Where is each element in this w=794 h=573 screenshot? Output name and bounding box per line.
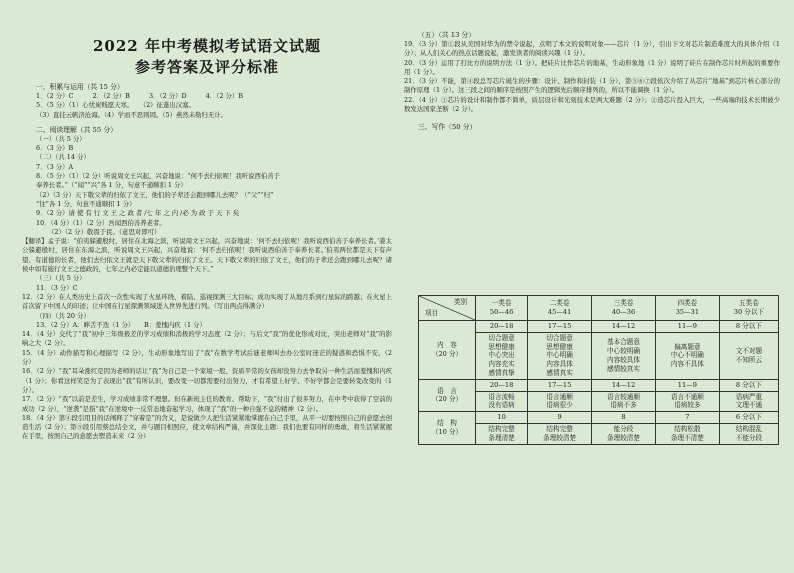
answer-line: （四）（共 20 分） (36, 311, 90, 320)
answer-line: 13．（2 分）A：畔舌不迭（1 分） B：羞愧内疚（1 分） (36, 320, 206, 329)
answers-part3 (22, 312, 392, 331)
left-column (22, 0, 392, 442)
answers-part1 (22, 82, 392, 237)
language-desc-row: 语言流畅 没有语病 语言通顺 语病很少 语言较通顺 语病不多 语言不通顺 语病较多 语病严重 文理不通 (419, 391, 779, 412)
content-label: 内 容 （20 分） (419, 321, 476, 380)
header-category: 类别 (453, 298, 467, 306)
answer-line: （三）（共 5 分） (36, 274, 86, 283)
language-label: 语 言 （20 分） (419, 379, 476, 411)
table-corner-cell (419, 296, 476, 321)
answer-line: 1．（2 分）C 2．（2 分）B 3．（2 分）D 4．（2 分）B (36, 92, 244, 100)
writing-score-table (418, 295, 779, 445)
answer-line: “往”各 1 分，句意不通顺扣 1 分） (36, 199, 136, 208)
section-five-heading: （五）（共 13 分） (418, 31, 476, 39)
writing-heading: 三、写作（50 分） (418, 123, 477, 132)
right-column (404, 0, 780, 442)
answer-19: 19．（3 分）第①段从美国对华为的禁令说起，点明了本文的说明对象——芯片（1 分），引出下文对芯片制造难度大的具体介绍（1 分）；从人们关心的热点话题说起，激发读者的阅读兴趣（1 分）。 (404, 40, 780, 58)
answer-12: 12．（2 分）在人类历史上首次一次性实现了火星环绕、着陆、巡视探测三大目标；成功实现了从地月系到行星际的跨越；在火星上首次留下中国人的印迹；让中国在行星探测领域进入世界先进行列。（写出两点得满分） (22, 292, 392, 311)
header-item: 项目 (425, 309, 439, 318)
answer-line: 7．（3 分）A (36, 162, 74, 171)
answer-15: 15．（4 分）动作描写和心理描写（2 分），生动形象地写出了“我”在数学考试后谜老师叫去办公室时迷茫的疑惑和恐惧不安。（2 分） (22, 348, 392, 367)
class-header: 二类卷 45—41 (528, 296, 592, 321)
class-header: 一类卷 50—46 (476, 296, 528, 321)
answer-line: 11．（3 分）C (36, 283, 78, 292)
answer-16: 16．（2 分）“我”耳朵涨红是因为老师的话让“我”为自己是一个家境一般、资质平常的女孩却没努力去争取另一种生活而羞愧和内疚（1 分）；你看这样笑是为了表现出“我”有所认识，要改变一切都需要付出努力，才有希望上好学、不好学都会是要转变改变的（1 分）。 (22, 367, 392, 394)
answer-22: 22．（4 分）①芯片的设计和制作都不简单，质层设计和光刻技术是两大难题（2 分）；②造芯片投入巨大，一些高端的技术长期被少数发达国家垄断（2 分）。 (404, 95, 780, 114)
section-heading: 一、积累与运用（共 15 分） (36, 83, 124, 91)
language-score-row: 语 言 （20 分） 20—18 17—15 14—12 11—9 8 分以下 (419, 379, 779, 391)
class-header: 五类卷 30 分以下 (719, 296, 778, 321)
class-header: 四类卷 35—31 (655, 296, 719, 321)
doc-subtitle: 参考答案及评分标准 (134, 58, 279, 76)
answer-line: 8．（5 分）（1）（2 分）听说周文王兴起，兴奋地说：“何不去归依呢！我听说西伯善于 (36, 172, 281, 181)
answer-21: 21．（3 分）不能，第④段总写芯片诞生的步骤：设计、制作和封装（1 分），第⑤⑥⑦段依次介绍了从芯片“地基”到芯片核心部分的制作原理（1 分）。这三段之间的顺序是按照产生的逻辑先后顺序排列的，所以不能调换（1 分）。 (404, 77, 780, 95)
structure-label: 结 构 （10 分） (419, 412, 476, 444)
translation-paragraph: 【翻译】孟子说：“伯夷躲避殷纣，居住在北海之滨，听说周文王兴起，兴奋地说：‘何不去归依呢！我听说西伯善于奉养长者。’姜太公躲避殷纣，居住在东海之滨，听说周文王兴起，兴奋地说：‘何不去归依呢！我听说西伯善于奉养长者。’伯夷两位都是天下有声望、有道德的长者，他们去归依文王就是天下敬父辈的归依了文王。天下敬父辈的归依了文王，他们的子辈还会跑到哪儿去呢？诸侯中如有施行文王之德政的，七年之内必定能以道德治理整个天下。” (22, 237, 392, 274)
answer-line: （2）（2 分）敬畏于民。（意思对即可） (48, 227, 161, 236)
doc-title: 2022 年中考模拟考试语文试题 (93, 37, 321, 55)
answer-20: 20．（3 分）运用了打比方的说明方法（1 分）。把硅片比作芯片的地基，生动形象地（1 分）说明了硅片在制作芯片时所起的重要作用（1 分）。 (404, 58, 780, 76)
answer-line: （2）（3 分）天下敬父辈的归依了文王，他们的子辈还会跑到哪儿去呢？（“父”“归” (36, 190, 274, 199)
structure-score-row: 结 构 （10 分） 10 9 8 7 6 分以下 (419, 412, 779, 424)
structure-desc-row: 结构完整 条理清楚 结构完整 条理较清楚 能分段 条理较清楚 结构松散 条理不清楚 结构混乱 不能分段 (419, 423, 779, 444)
answers-part2 (22, 274, 392, 293)
section-heading: 二、阅读理解（共 55 分） (36, 125, 117, 134)
answer-18: 18．（4 分）第④段引用目的话阐释了“穿着是”的含义，是说做少人把生活紧紧地掌握在自己手里，从平一切要按照自己的意愿去创造生活（2 分）；第⑤段引用蔡总结全文，并与题目相照应，使文章结构严谨，并深化主题：我们也要有同样的勇敢，将生活紧紧握在手里，按照自己的意愿去塑造未来（2 分） (22, 413, 392, 441)
answer-line: （一）（共 5 分） (36, 134, 86, 143)
answer-line: 5．（5 分）（1）心忧炭贱愿天寒。 （2）征蓬出汉塞。 (36, 101, 195, 110)
class-header: 三类卷 40—36 (592, 296, 656, 321)
answer-line: 奉养长者。”（“闻”“兴”各 1 分，句意不通顺扣 1 分） (36, 181, 187, 190)
answer-17: 17．（2 分）“我”以前是差生，学习成绩非常不理想。但在新班主任的教育、帮助下，“我”付出了很多努力，在中考中获得了空前的成功（2 分），“逆袭”是指“我”在逆境中一反常态地奋起学习，体现了“我”的一种自强不息的精神（2 分）。 (22, 395, 392, 413)
answer-line: 10．（4 分）（1）（2 分）吾闻西伯善养老者。 (36, 218, 166, 227)
answer-line: 6．（3 分）B (36, 144, 74, 153)
answer-line: （二）（共 14 分） (36, 153, 90, 162)
answer-14: 14．（4 分）交代了“我”初中三年级极差的学习成绩和消极的学习态度（2 分）；与后文“我”的优化形成对比，突出老师对“我”的影响之大（2 分）。 (22, 330, 392, 348)
content-score-row: 内 容 （20 分） 20—18 17—15 14—12 11—9 8 分以下 (419, 321, 779, 333)
answer-line: （3）直挂云帆济沧海。（4）学而不思则罔。（5）燕然未勒归无计。 (36, 110, 228, 119)
answer-line: 9．（2 分）请 使 有 行 文 王 之 政 者 /七 年 之 内 /必 为 政 于 天 下 矣 (36, 209, 240, 218)
content-desc-row: 切合题意 思想健康 中心突出 内容充实 感情真挚 切合题意 思想健康 中心明确 内容具体 感情真实 基本合题意 中心较明确 内容较具体 感情较真实 偏离题意 中心不明确 内容不具体 文不对题 不知所云 (419, 332, 779, 379)
